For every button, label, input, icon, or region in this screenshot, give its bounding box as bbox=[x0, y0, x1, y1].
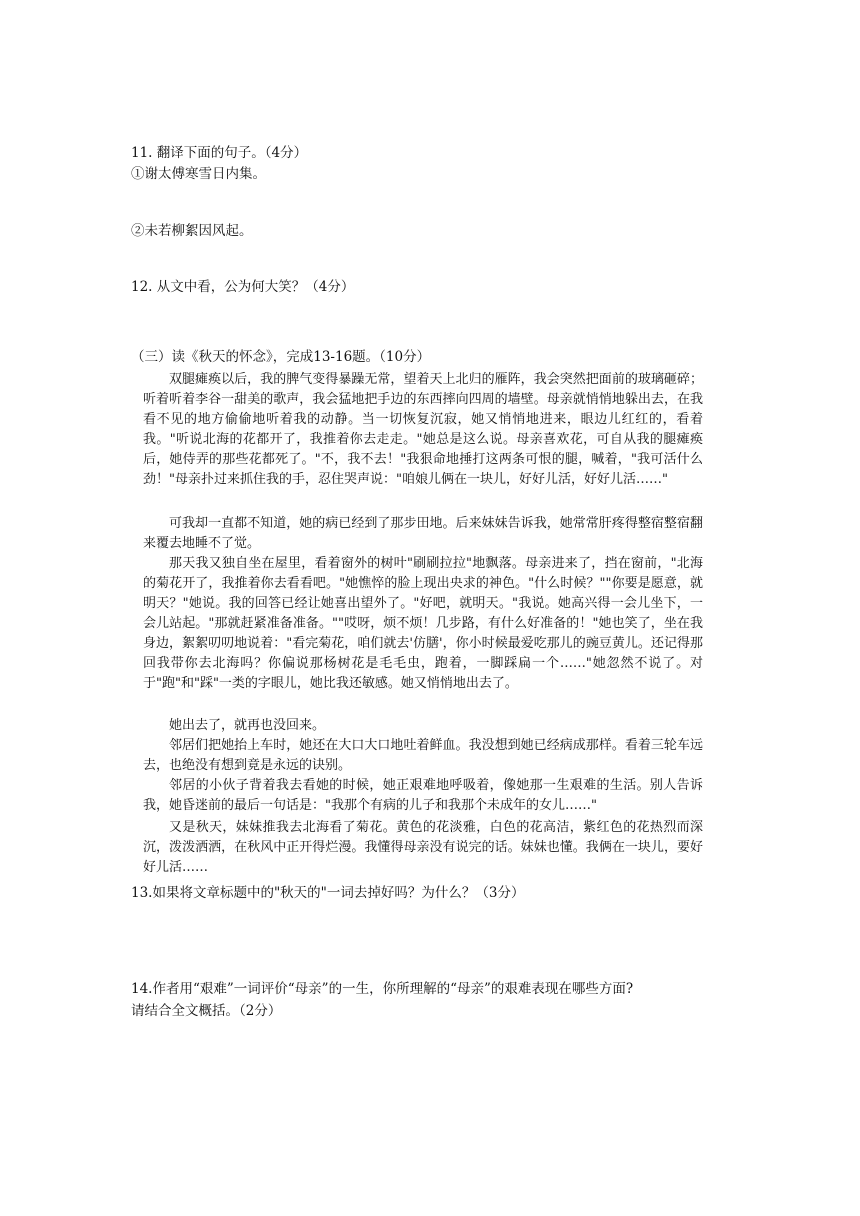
question-11-sentence-1: ①谢太傅寒雪日内集。 bbox=[131, 166, 266, 182]
passage-paragraph-2: 可我却一直都不知道，她的病已经到了那步田地。后来妹妹告诉我，她常常肝疼得整宿整宿翻来覆去地睡不了觉。 bbox=[143, 516, 703, 551]
question-13-title: 13.如果将文章标题中的"秋天的"一词去掉好吗？为什么？（3分） bbox=[131, 885, 525, 901]
passage-paragraph-3: 那天我又独自坐在屋里，看着窗外的树叶"刷刷拉拉"地飘落。母亲进来了，挡在窗前，"北海的菊花开了，我推着你去看看吧。"她憔悴的脸上现出央求的神色。"什么时候？""你要是愿意，就明天？"她说。我的回答已经让她喜出望外了。"好吧，就明天。"我说。她高兴得一会儿坐下，一会儿站起。"那就赶紧准备准备。""哎呀，烦不烦！几步路，有什么好准备的！"她也笑了，坐在我身边，絮絮叨叨地说着："看完菊花，咱们就去'仿膳'，你小时候最爱吃那儿的豌豆黄儿。还记得那回我带你去北海吗？你偏说那杨树花是毛毛虫，跑着，一脚踩扁一个……"她忽然不说了。对于"跑"和"踩"一类的字眼儿，她比我还敏感。她又悄悄地出去了。 bbox=[143, 556, 703, 691]
question-14-line-1: 14.作者用“艰难”一词评价“母亲”的一生，你所理解的“母亲”的艰难表现在哪些方面? bbox=[131, 981, 634, 997]
question-12-title: 12. 从文中看，公为何大笑？（4分） bbox=[131, 279, 355, 295]
section-3-heading: （三）读《秋天的怀念》，完成13-16题。（10分） bbox=[131, 349, 431, 365]
passage-paragraph-6: 邻居的小伙子背着我去看她的时候，她正艰难地呼吸着，像她那一生艰难的生活。别人告诉我，她昏迷前的最后一句话是："我那个有病的儿子和我那个未成年的女儿……" bbox=[143, 778, 703, 813]
question-11-sentence-2: ②未若柳絮因风起。 bbox=[131, 223, 253, 239]
passage-paragraph-4: 她出去了，就再也没回来。 bbox=[169, 718, 326, 733]
question-11-title: 11. 翻译下面的句子。（4分） bbox=[131, 145, 308, 161]
question-14-line-2: 请结合全文概括。（2分） bbox=[131, 1003, 282, 1019]
passage-paragraph-7: 又是秋天，妹妹推我去北海看了菊花。黄色的花淡雅，白色的花高洁，紫红色的花热烈而深沉，泼泼洒洒，在秋风中正开得烂漫。我懂得母亲没有说完的话。妹妹也懂。我俩在一块儿，要好好儿活…… bbox=[143, 820, 703, 875]
passage-paragraph-5: 邻居们把她抬上车时，她还在大口大口地吐着鲜血。我没想到她已经病成那样。看着三轮车远去，也绝没有想到竟是永远的诀别。 bbox=[143, 738, 703, 773]
passage-paragraph-1: 双腿瘫痪以后，我的脾气变得暴躁无常，望着天上北归的雁阵，我会突然把面前的玻璃砸碎；听着听着李谷一甜美的歌声，我会猛地把手边的东西摔向四周的墙壁。母亲就悄悄地躲出去，在我看不见的地方偷偷地听着我的动静。当一切恢复沉寂，她又悄悄地进来，眼边儿红红的，看着我。"听说北海的花都开了，我推着你去走走。"她总是这么说。母亲喜欢花，可自从我的腿瘫痪后，她侍弄的那些花都死了。"不，我不去！"我狠命地捶打这两条可恨的腿，喊着，"我可活什么劲！"母亲扑过来抓住我的手，忍住哭声说："咱娘儿俩在一块儿，好好儿活，好好儿活……" bbox=[143, 372, 703, 487]
